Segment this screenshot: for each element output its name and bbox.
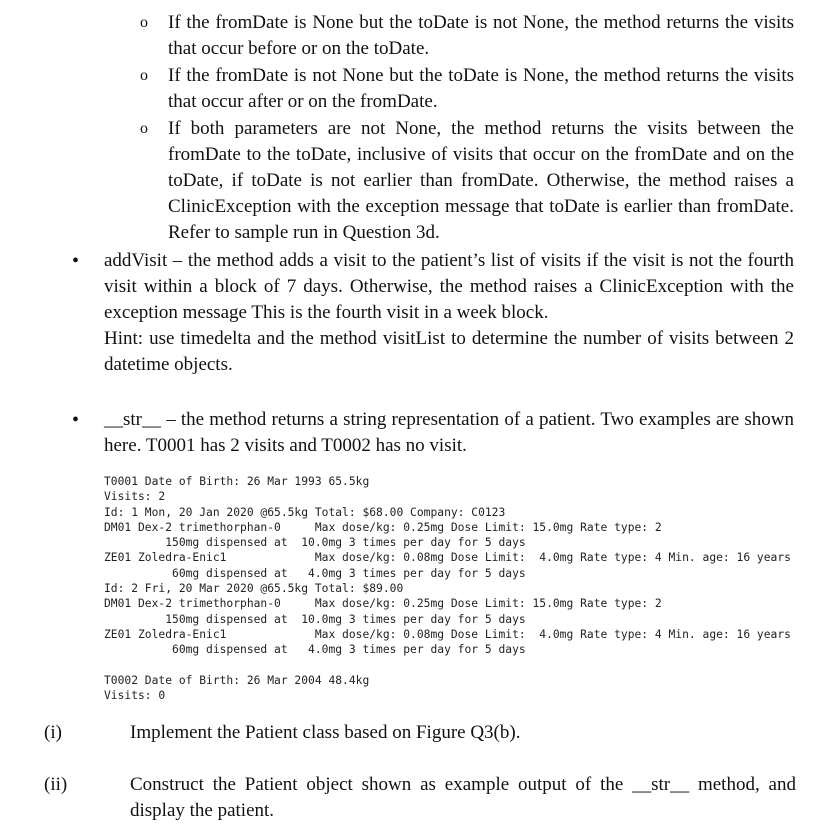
sub-bullet-marker: o <box>140 14 148 31</box>
sub-bullet-marker: o <box>140 67 148 84</box>
sub-bullet-marker: o <box>140 120 148 137</box>
bullet-marker: • <box>72 250 80 272</box>
bullet-text <box>104 248 794 378</box>
sub-bullet-text: If both parameters are not None, the method returns the visits between the fromDate to the toDate, inclusive of visits that occur on the fromDate and on the toDate, if toDate is not earlier than fromDate. Otherwise, the method raises a ClinicException with the exception message that toDate is earlier than fromDate. Refer to sample run in Question 3d. <box>168 118 794 243</box>
sub-bullet-text: If the fromDate is not None but the toDate is None, the method returns the visits that occur after or on the fromDate. <box>168 65 794 112</box>
sub-bullet-text: If the fromDate is None but the toDate is not None, the method returns the visits that occur before or on the toDate. <box>168 12 794 59</box>
addvisit-description: addVisit – the method adds a visit to the patient’s list of visits if the visit is not the fourth visit within a block of 7 days. Otherwise, the method raises a ClinicException with the exception message This is the fourth visit in a week block. <box>104 250 794 323</box>
bullet-marker: • <box>72 409 80 431</box>
addvisit-hint: Hint: use timedelta and the method visitList to determine the number of visits between 2 datetime objects. <box>104 328 794 375</box>
code-sample-output: T0001 Date of Birth: 26 Mar 1993 65.5kg Visits: 2 Id: 1 Mon, 20 Jan 2020 @65.5kg Total: $68.00 Company: C0123 DM01 Dex-2 trimethorphan-0 Max dose/kg: 0.25mg Dose Limit: 15.0mg Rate type: 2 150mg dispensed at 10.0mg 3 times per day for 5 days ZE01 Zoledra-Enic1 Max dose/kg: 0.08mg Dose Limit: 4.0mg Rate type: 4 Min. age: 16 years 60mg dispensed at 4.0mg 3 times per day for 5 days Id: 2 Fri, 20 Mar 2020 @65.5kg Total: $89.00 DM01 Dex-2 trimethorphan-0 Max dose/kg: 0.25mg Dose Limit: 15.0mg Rate type: 2 150mg dispensed at 10.0mg 3 times per day for 5 days ZE01 Zoledra-Enic1 Max dose/kg: 0.08mg Dose Limit: 4.0mg Rate type: 4 Min. age: 16 years 60mg dispensed at 4.0mg 3 times per day for 5 days T0002 Date of Birth: 26 Mar 2004 48.4kg Visits: 0 <box>104 475 791 703</box>
question-text-ii: Construct the Patient object shown as example output of the __str__ method, and display the patient. <box>130 774 796 821</box>
question-label-ii: (ii) <box>44 774 68 795</box>
question-text-i: Implement the Patient class based on Figure Q3(b). <box>130 722 521 743</box>
question-label-i: (i) <box>44 722 62 743</box>
bullet-text: __str__ – the method returns a string representation of a patient. Two examples are shown here. T0001 has 2 visits and T0002 has no visit. <box>104 409 794 456</box>
